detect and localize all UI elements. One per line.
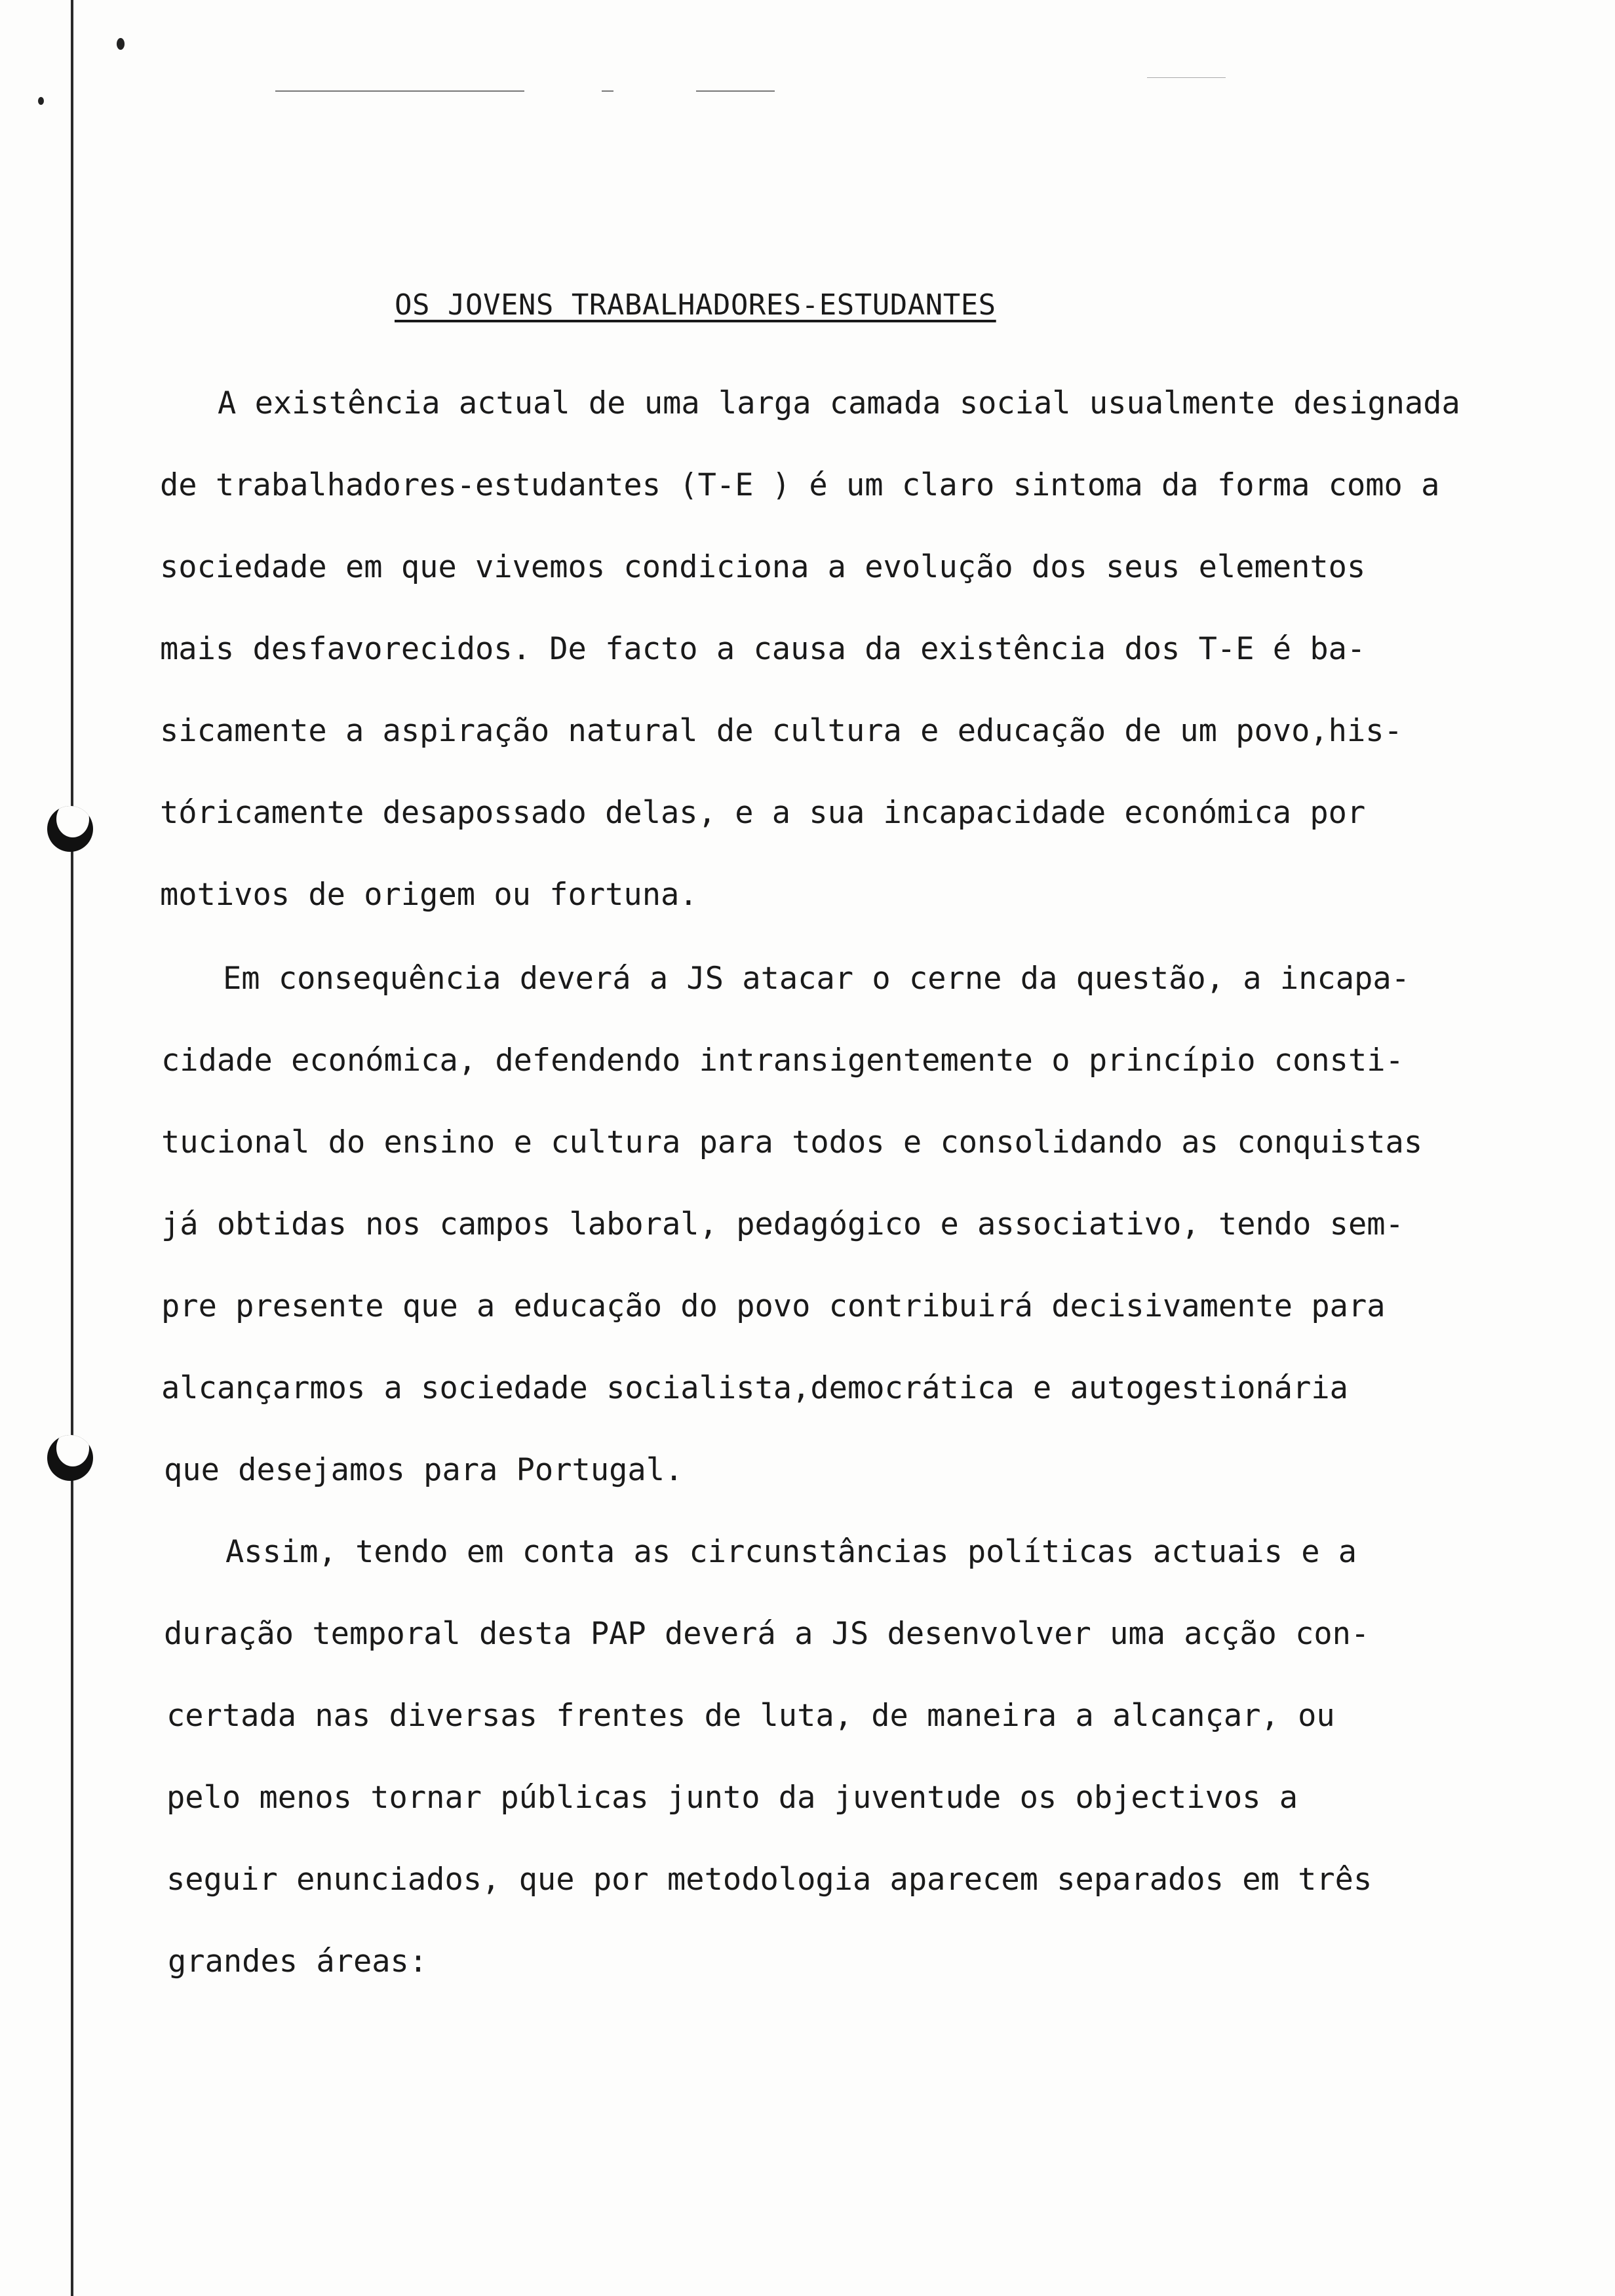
- scan-top-rule: [602, 90, 613, 92]
- text-line: motivos de origem ou fortuna.: [160, 877, 698, 913]
- scan-top-rule: [696, 90, 775, 92]
- text-line: pelo menos tornar públicas junto da juventude os objectivos a: [166, 1780, 1298, 1816]
- text-line: tucional do ensino e cultura para todos e consolidando as conquistas: [161, 1124, 1423, 1160]
- text-line: sociedade em que vivemos condiciona a evolução dos seus elementos: [160, 549, 1366, 585]
- punch-hole-icon: [47, 1435, 93, 1481]
- text-line: Em consequência deverá a JS atacar o cerne da questão, a incapa-: [223, 961, 1410, 997]
- text-line: seguir enunciados, que por metodologia aparecem separados em três: [166, 1862, 1372, 1898]
- text-line: de trabalhadores-estudantes (T-E ) é um claro sintoma da forma como a: [160, 467, 1440, 503]
- scan-speck: [38, 97, 44, 105]
- text-line: alcançarmos a sociedade socialista,democrática e autogestionária: [161, 1370, 1348, 1406]
- text-line: que desejamos para Portugal.: [164, 1452, 684, 1488]
- text-line: sicamente a aspiração natural de cultura e educação de um povo,his-: [160, 713, 1403, 749]
- text-line: pre presente que a educação do povo contribuirá decisivamente para: [161, 1288, 1386, 1324]
- binding-margin-line: [71, 0, 73, 2296]
- text-line: A existência actual de uma larga camada social usualmente designada: [218, 385, 1460, 421]
- page-title: OS JOVENS TRABALHADORES-ESTUDANTES: [395, 288, 996, 322]
- text-line: Assim, tendo em conta as circunstâncias políticas actuais e a: [225, 1534, 1357, 1570]
- scan-top-rule: [1147, 77, 1226, 78]
- text-line: já obtidas nos campos laboral, pedagógico e associativo, tendo sem-: [161, 1206, 1404, 1242]
- text-line: certada nas diversas frentes de luta, de maneira a alcançar, ou: [166, 1698, 1335, 1734]
- text-line: cidade económica, defendendo intransigentemente o princípio consti-: [161, 1043, 1404, 1079]
- text-line: mais desfavorecidos. De facto a causa da existência dos T-E é ba-: [160, 631, 1366, 667]
- text-line: grandes áreas:: [168, 1943, 428, 1980]
- scan-top-rule: [275, 90, 524, 92]
- text-line: tóricamente desapossado delas, e a sua incapacidade económica por: [160, 795, 1366, 831]
- scan-speck: [117, 38, 125, 50]
- text-line: duração temporal desta PAP deverá a JS desenvolver uma acção con-: [164, 1616, 1370, 1652]
- punch-hole-icon: [47, 806, 93, 852]
